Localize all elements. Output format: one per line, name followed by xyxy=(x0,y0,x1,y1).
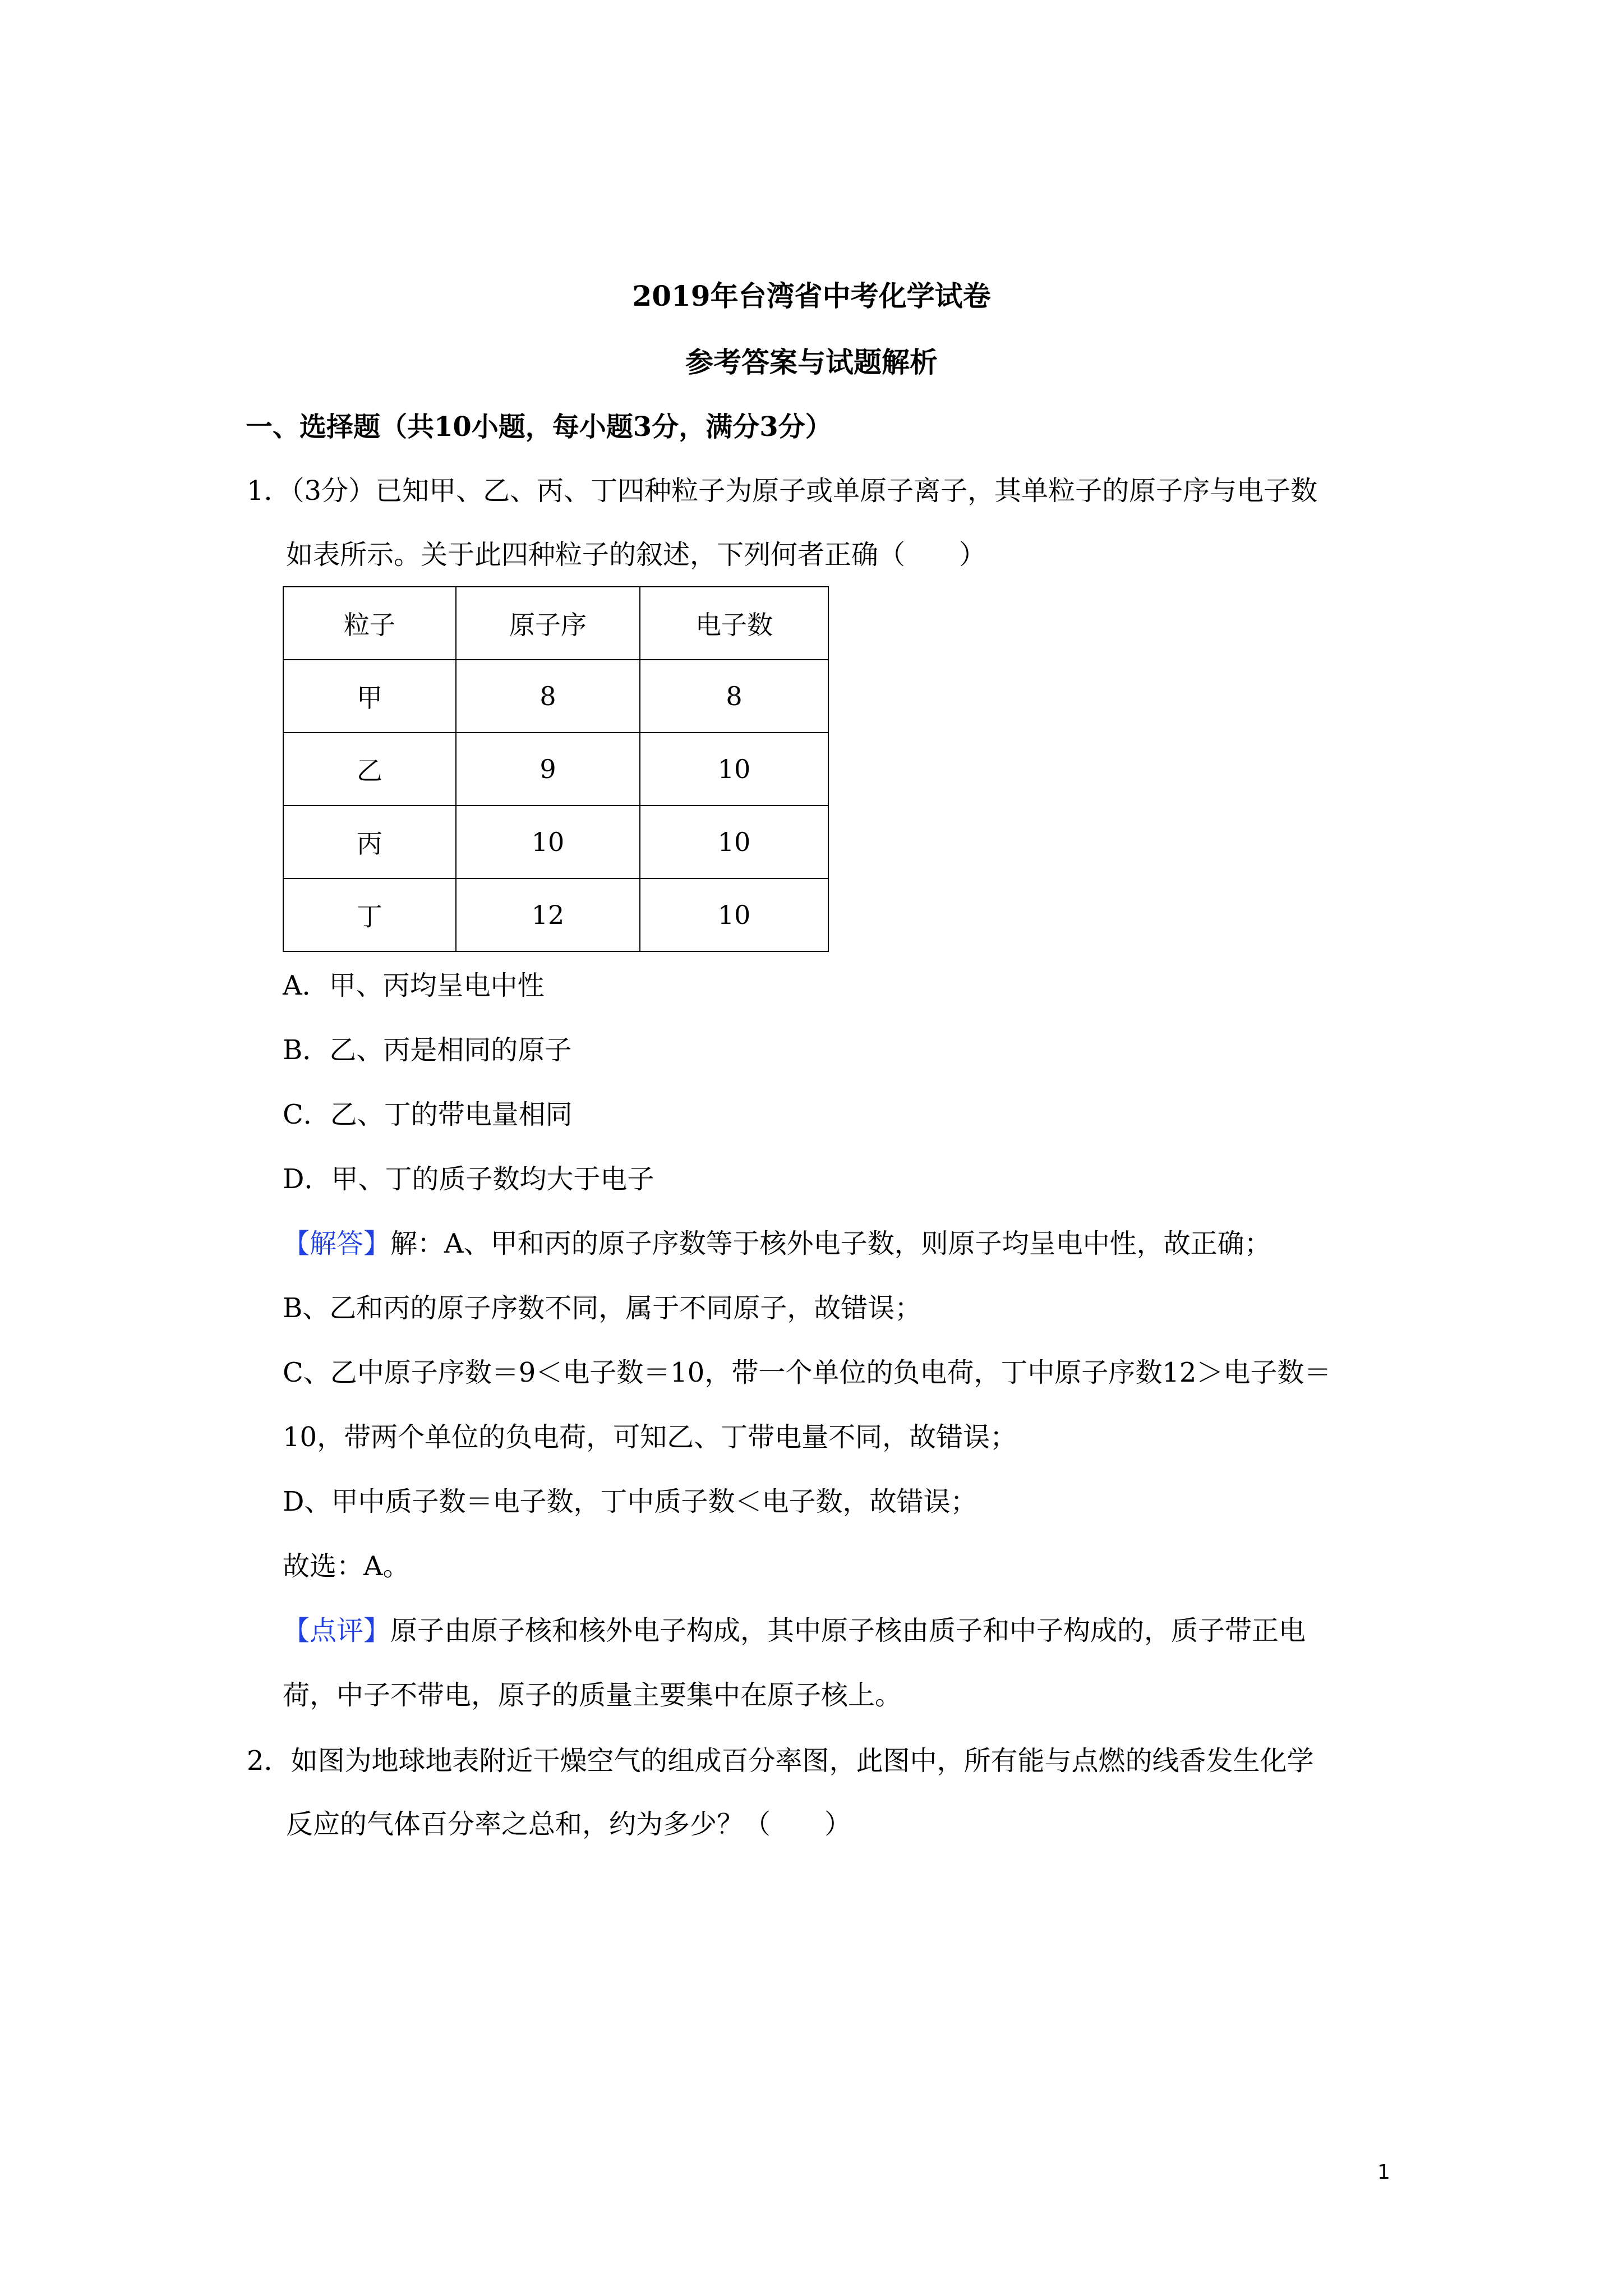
table-header-row xyxy=(283,587,828,660)
question-1-stem-line-2: 如表所示。关于此四种粒子的叙述，下列何者正确（ ） xyxy=(286,539,986,570)
answer-line-5: D、甲中质子数＝电子数，丁中质子数＜电子数，故错误； xyxy=(283,1486,978,1517)
table-cell: 丁 xyxy=(283,878,456,951)
answer-line-2: B、乙和丙的原子序数不同，属于不同原子，故错误； xyxy=(283,1292,922,1324)
table-cell: 10 xyxy=(456,806,640,878)
table-cell: 12 xyxy=(456,878,640,951)
table-cell: 甲 xyxy=(283,660,456,733)
option-b: B．乙、丙是相同的原子 xyxy=(283,1034,572,1066)
comment-line-1 xyxy=(283,1609,1306,1648)
option-c: C．乙、丁的带电量相同 xyxy=(283,1099,573,1130)
question-2-stem-line-2: 反应的气体百分率之总和，约为多少？（ ） xyxy=(286,1809,852,1840)
answer-line-1 xyxy=(283,1222,1271,1260)
answer-line-6: 故选：A。 xyxy=(283,1550,410,1582)
page-number: 1 xyxy=(1377,2161,1390,2184)
particle-table xyxy=(283,586,829,952)
table-row xyxy=(283,733,828,806)
answer-tag: 【解答】 xyxy=(283,1228,391,1259)
table-header-cell: 电子数 xyxy=(640,587,828,660)
table-cell: 乙 xyxy=(283,733,456,806)
question-2-stem-line-1: 2．如图为地球地表附近干燥空气的组成百分率图，此图中，所有能与点燃的线香发生化学 xyxy=(247,1745,1314,1777)
table-cell: 8 xyxy=(456,660,640,733)
table-row xyxy=(283,660,828,733)
table-cell: 8 xyxy=(640,660,828,733)
answer-line-3: C、乙中原子序数＝9＜电子数＝10，带一个单位的负电荷，丁中原子序数12＞电子数＝ xyxy=(283,1357,1331,1388)
section-heading: 一、选择题（共10小题，每小题3分，满分3分） xyxy=(246,411,832,443)
comment-tag: 【点评】 xyxy=(283,1615,391,1646)
table-cell: 10 xyxy=(640,733,828,806)
table-cell: 10 xyxy=(640,878,828,951)
table-row xyxy=(283,878,828,951)
comment-line-2: 荷，中子不带电，原子的质量主要集中在原子核上。 xyxy=(283,1680,902,1711)
answer-text: 解：A、甲和丙的原子序数等于核外电子数，则原子均呈电中性，故正确； xyxy=(390,1228,1271,1259)
table-cell: 10 xyxy=(640,806,828,878)
table-cell: 丙 xyxy=(283,806,456,878)
table-header-cell: 粒子 xyxy=(283,587,456,660)
page-title: 2019年台湾省中考化学试卷 xyxy=(632,279,991,312)
question-1-stem-line-1: 1．（3分）已知甲、乙、丙、丁四种粒子为原子或单原子离子，其单粒子的原子序与电子数 xyxy=(247,475,1318,507)
answer-line-4: 10，带两个单位的负电荷，可知乙、丁带电量不同，故错误； xyxy=(283,1421,1017,1453)
comment-text: 原子由原子核和核外电子构成，其中原子核由质子和中子构成的，质子带正电 xyxy=(390,1615,1306,1646)
table-header-cell: 原子序 xyxy=(456,587,640,660)
option-a: A．甲、丙均呈电中性 xyxy=(283,970,545,1001)
option-d: D．甲、丁的质子数均大于电子 xyxy=(283,1163,654,1195)
page-subtitle: 参考答案与试题解析 xyxy=(685,346,938,379)
table-row xyxy=(283,806,828,878)
table-cell: 9 xyxy=(456,733,640,806)
